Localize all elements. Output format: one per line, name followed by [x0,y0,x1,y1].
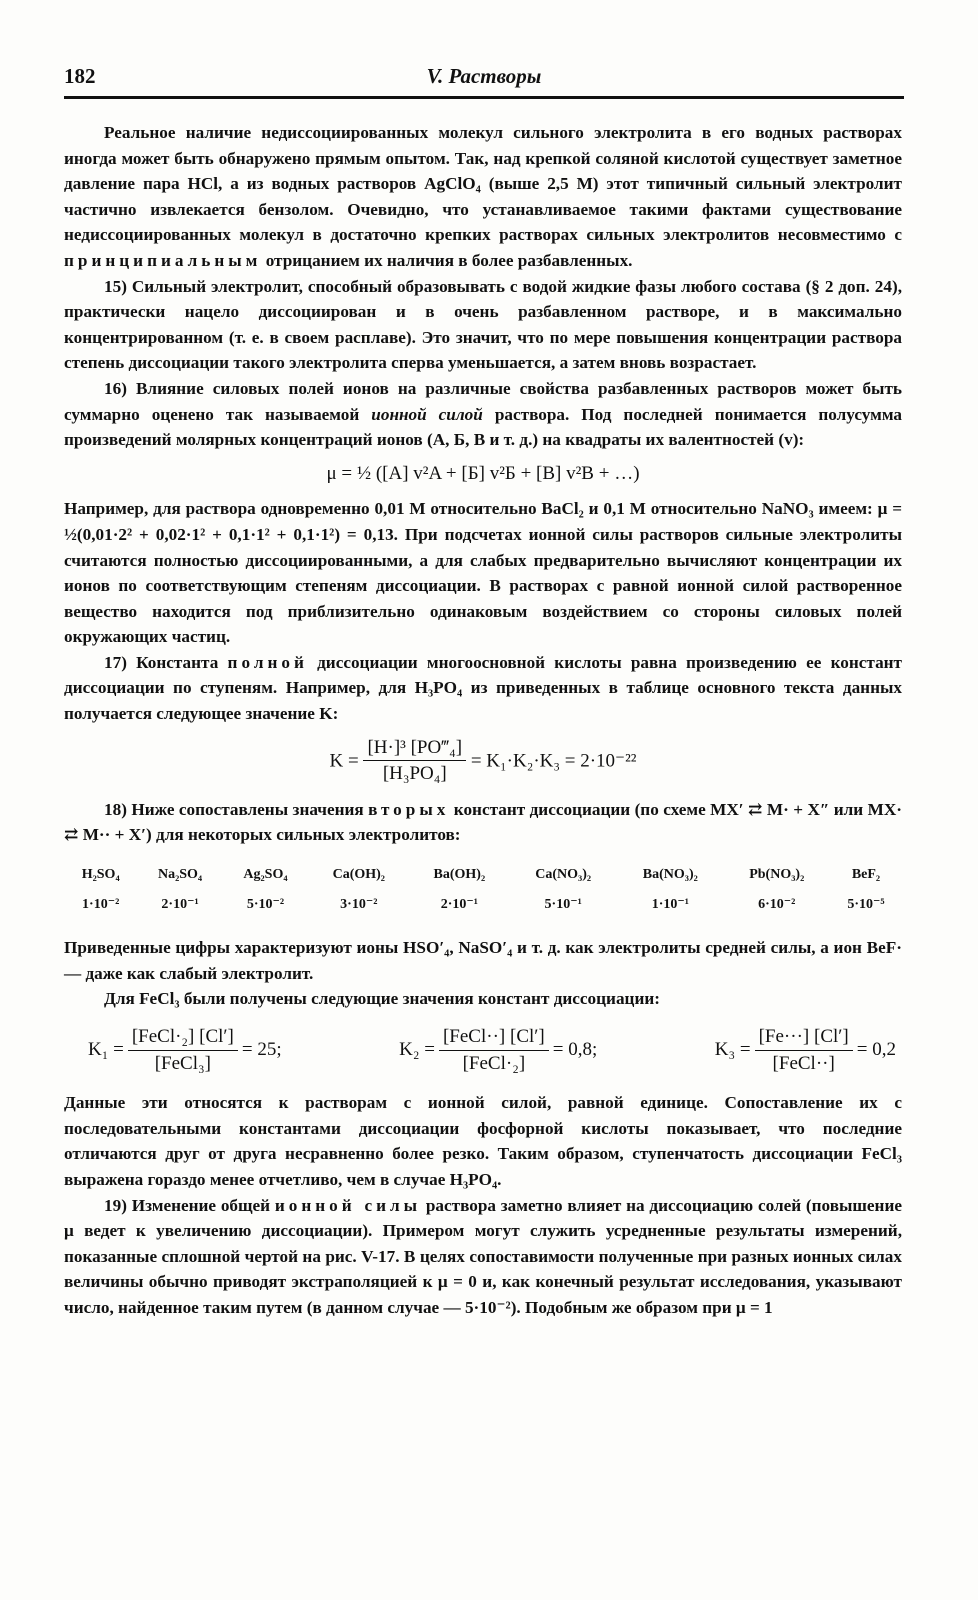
table-cell: 2·10⁻¹ [161,896,199,912]
numerator: [FeCl·₂] [Cl′] [128,1024,238,1051]
table-cell: H₂SO₄ [81,867,120,883]
table-row-compounds [64,860,902,890]
table-cell: 5·10⁻² [246,896,285,912]
table-cell: 5·10⁻⁵ [847,896,885,912]
formula-k1: K₁ = $\frac{\text{[FeCl·₂] [Cl′]}}{\text{[FeCl₃]}}$ = 25; [88,1024,282,1076]
fraction [128,1024,238,1076]
paragraph-16: 16) Влияние силовых полей ионов на различные свойства разбавленных растворов может быть суммарно оценено так называемой ионной силой раствора. Под последней понимается полусумма произведений молярных концентраций ионов (А, Б, В и т. д.) на квадраты их валентностей (v): [64,378,903,450]
paragraph-fecl3-comparison: Данные эти относятся к растворам с ионной силой, равной единице. Сопоставление их с последовательными константами диссоциации фосфорной кислоты показывает, что последние отличаются друг от друга несравненно более резко. Таким образом, ступенчатость диссоциации FeCl₃ выражена гораздо менее отчетливо, чем в случае H₃PO₄. [64,1093,902,1189]
formula-k3: K₃ = $\frac{[Fe\cdot\cdot\cdot] [Cl']}{\text{[FeCl··]}}$ = 0,2 [715,1024,896,1076]
denominator: [FeCl··] [772,1052,835,1074]
chapter-title: V. Растворы [426,64,542,88]
paragraph-strong-electrolyte-molecules: Реальное наличие недиссоциированных молекул сильного электролита в его водных растворах иногда может быть обнаружено прямым опытом. Так, над крепкой соляной кислотой существует заметное давление пара HCl, а из водных растворов AgClO₄ (выше 2,5 M) этот типичный сильный электролит частично извлекается бензолом. Очевидно, что устанавливаемое такими фактами существование недиссоциированных молекул в достаточно крепких растворах сильных электролитов несовместимо с принципиальным отрицанием их наличия в более разбавленных. [64,123,902,270]
denominator: [H₃PO₄] [382,763,447,785]
paragraph-example: Например, для раствора одновременно 0,01 M относительно BaCl₂ и 0,1 M относительно NaNO₃ имеем: μ = ½(0,01·2² + 0,02·1² + 0,1·1² + 0,1·1²) = 0,13. При подсчетах ионной силы растворов сильные электролиты считаются полностью диссоциированными, а для слабых предварительно вычисляют концентрации их ионов по соответствующим степеням диссоциации. В растворах с равной ионной силой растворенное вещество находится под приблизительно одинаковым воздействием со стороны силовых полей окружающих частиц. [64,499,902,647]
table-cell: 2·10⁻¹ [440,896,478,912]
paragraph-fecl3-intro: Для FeCl₃ были получены следующие значения констант диссоциации: [104,989,660,1009]
spaced-emphasis: вторых [368,799,450,819]
fraction [439,1024,549,1076]
table-row-values [64,890,902,920]
spaced-emphasis: ионной силы [274,1195,422,1215]
numerator: [FeCl··] [Cl′] [439,1024,549,1051]
table-cell: Ag₂SO₄ [243,867,288,883]
numerator: [Fe···] [Cl′] [755,1024,853,1051]
table-cell: 6·10⁻² [758,896,796,912]
page-number: 182 [64,64,96,88]
paragraph-19: 19) Изменение общей ионной силы раствора заметно влияет на диссоциацию солей (повышение μ ведет к увеличению диссоциации). Примером могут служить усредненные результаты измерений, показанные сплошной чертой на рис. V-17. В целях сопоставимости полученные при разных ионных силах величины обычно приводят экстраполяцией к μ = 0 и, как конечный результат исследования, указывают число, найденное таким путем (в данном случае — 5·10⁻²). Подобным же образом при μ = 1 [64,1195,902,1317]
table-cell: Ba(NO₃)₂ [642,867,698,883]
denominator: [FeCl·₂] [462,1052,526,1074]
ionic-strength-formula: μ = ½ ([A] v²A + [Б] v²Б + [B] v²B + …) [326,462,640,484]
table-cell: Ba(OH)₂ [433,867,486,883]
page-body [64,120,902,1321]
fraction [363,735,466,787]
table-cell: 3·10⁻² [340,896,378,912]
table-cell: Na₂SO₄ [157,867,203,883]
second-constants-table [64,860,902,919]
italic-term: ионной силой [371,404,483,424]
paragraph-15: 15) Сильный электролит, способный образовывать с водой жидкие фазы любого состава (§ 2 доп. 24), практически нацело диссоциирован и в очень разбавленном растворе, и в максимально концентрированном (т. е. в своем расплаве). Это значит, что по мере повышения концентрации раствора степень диссоциации такого электролита сперва уменьшается, а затем вновь возрастает. [64,276,902,373]
table-cell: 1·10⁻² [82,896,120,912]
table-cell: Ca(NO₃)₂ [535,867,592,883]
numerator: [H·]³ [PO‴₄] [363,735,466,762]
spaced-emphasis: принципиальным [64,250,262,270]
table-cell: 1·10⁻¹ [651,896,689,912]
table-cell: Ca(OH)₂ [332,867,385,883]
total-dissociation-constant-formula: K = $\frac{\text{[H·]³ [PO‴₄]}}{\text{[H₃PO₄]}}$ = K₁·K₂·K₃ = 2·10⁻²² [64,735,902,787]
table-cell: BeF₂ [851,867,881,883]
table-cell: 5·10⁻¹ [544,896,582,912]
spaced-emphasis: полной [227,652,308,672]
fecl3-constants-formulas [88,1024,896,1076]
paragraph-18: 18) Ниже сопоставлены значения вторых констант диссоциации (по схеме MX′ ⇄ M· + X″ или MX· ⇄ M·· + X′) для некоторых сильных электролитов: [64,799,902,845]
paragraph-17: 17) Константа полной диссоциации многоосновной кислоты равна произведению ее констант диссоциации по ступеням. Например, для H₃PO₄ из приведенных в таблице основного текста данных получается следующее значение K: [64,652,903,724]
denominator: [FeCl₃] [154,1052,211,1074]
fraction [755,1024,853,1076]
formula-k2: K₂ = $\frac{\text{[FeCl··] [Cl′]}}{\text{[FeCl·₂]}}$ = 0,8; [399,1024,597,1076]
page-header [64,62,904,99]
table-cell: Pb(NO₃)₂ [749,867,805,883]
paragraph-after-table: Приведенные цифры характеризуют ионы HSO′₄, NaSO′₄ и т. д. как электролиты средней силы, а ион BeF· — даже как слабый электролит. [64,938,902,983]
